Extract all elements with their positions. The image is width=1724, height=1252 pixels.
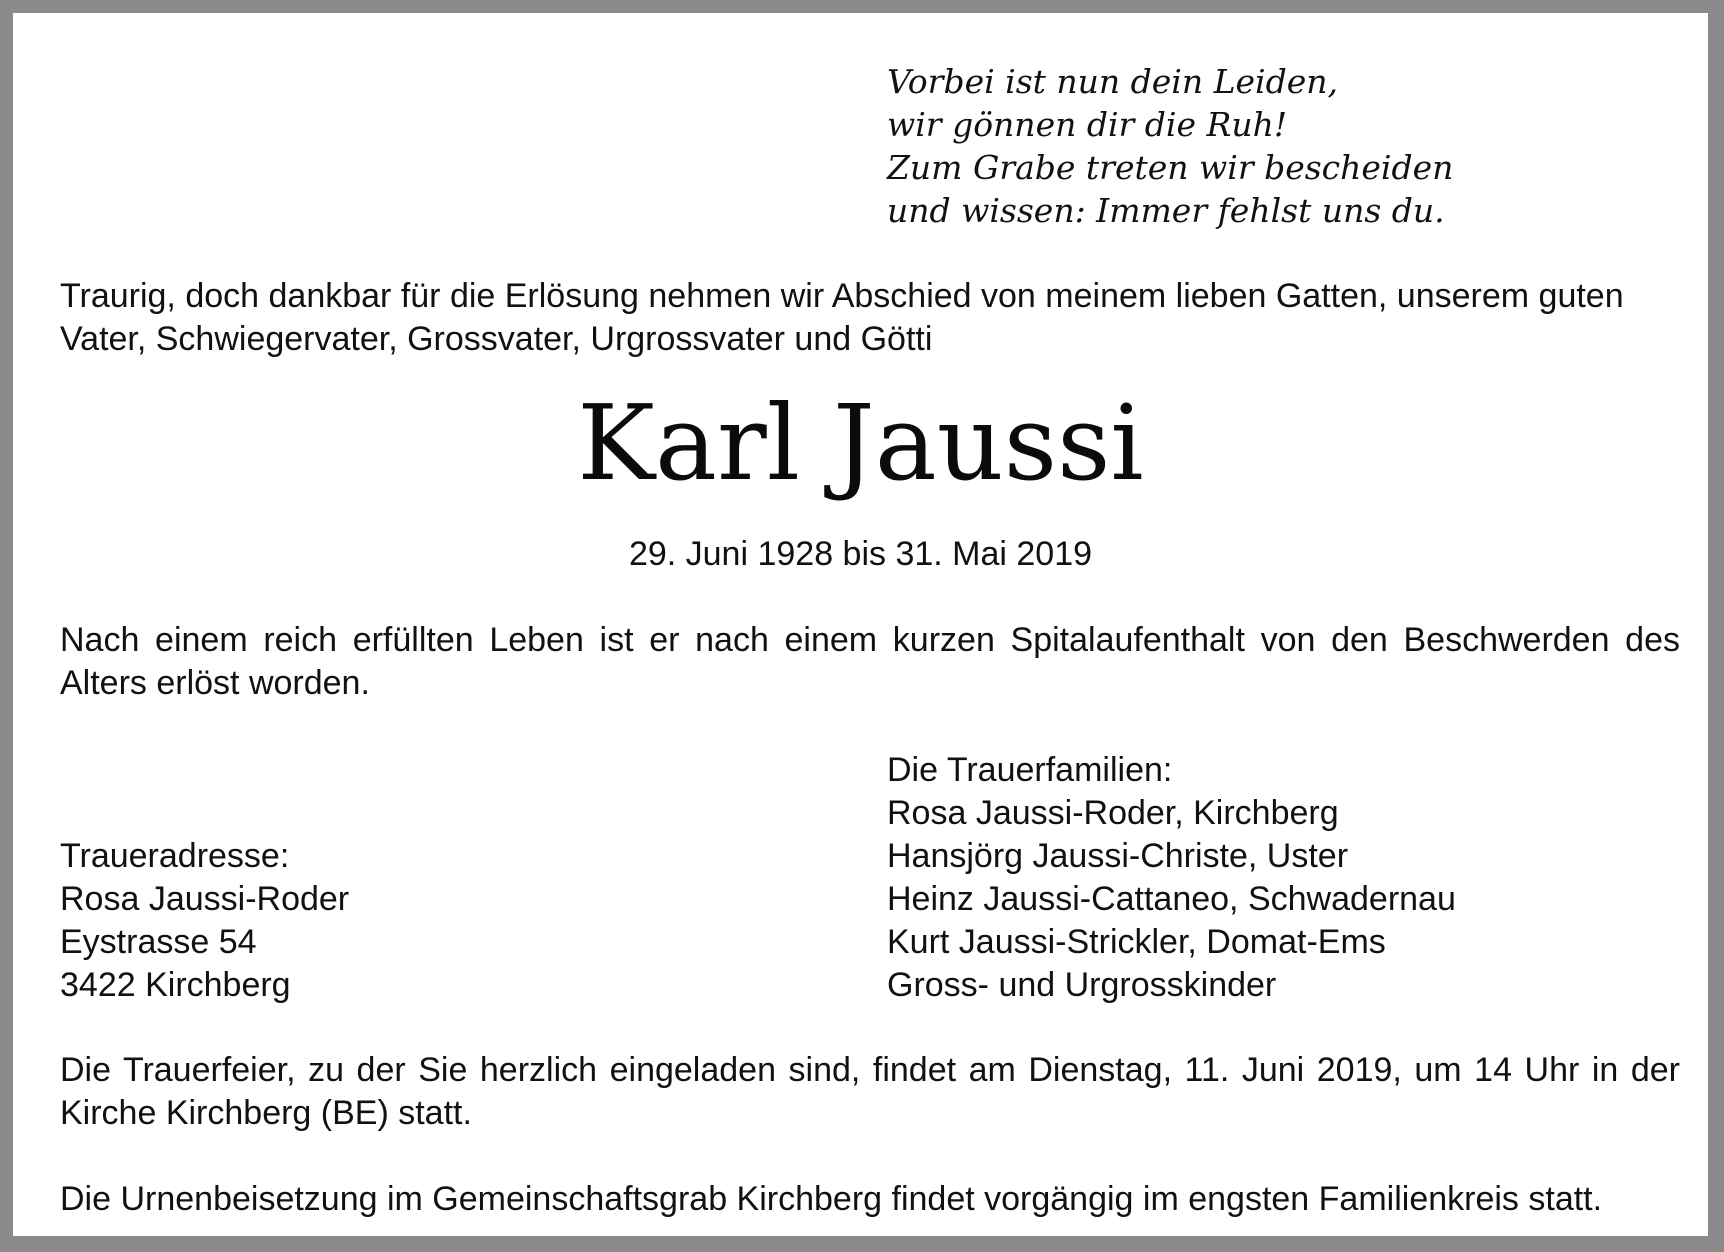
life-text: Nach einem reich erfüllten Leben ist er nach einem kurzen Spitalaufenthalt von den Beschwerden des Alters erlöst worden. [60, 621, 1680, 702]
obituary-notice [13, 13, 1708, 1236]
address-line: Rosa Jaussi-Roder [60, 880, 350, 918]
address-line: Eystrasse 54 [60, 923, 257, 961]
intro-text: Traurig, doch dankbar für die Erlösung nehmen wir Abschied von meinem lieben Gatten, unserem guten Vater, Schwiegervater, Grossvater, Urgrossvater und Götti [60, 277, 1624, 358]
family-line: Kurt Jaussi-Strickler, Domat-Ems [887, 923, 1386, 961]
life-dates: 29. Juni 1928 bis 31. Mai 2019 [628, 535, 1093, 573]
address-label: Traueradresse: [60, 837, 290, 875]
poem-line: Vorbei ist nun dein Leiden, [887, 62, 1338, 101]
family-line: Hansjörg Jaussi-Christe, Uster [887, 837, 1349, 875]
mourning-families [887, 749, 1456, 1007]
address-line: 3422 Kirchberg [60, 966, 291, 1004]
family-line: Rosa Jaussi-Roder, Kirchberg [887, 794, 1339, 832]
families-label: Die Trauerfamilien: [887, 751, 1173, 789]
ceremony-text: Die Trauerfeier, zu der Sie herzlich eingeladen sind, findet am Dienstag, 11. Juni 2019, um 14 Uhr in der Kirche Kirchberg (BE) statt. [60, 1051, 1680, 1132]
poem-line: wir gönnen dir die Ruh! [887, 105, 1288, 144]
family-line: Gross- und Urgrosskinder [887, 966, 1277, 1004]
urn-burial-text: Die Urnenbeisetzung im Gemeinschaftsgrab Kirchberg findet vorgängig im engsten Familienkreis statt. [60, 1180, 1603, 1218]
family-line: Heinz Jaussi-Cattaneo, Schwadernau [887, 880, 1456, 918]
poem-line: Zum Grabe treten wir bescheiden [887, 148, 1454, 187]
poem [887, 60, 1453, 232]
mourning-address [60, 835, 349, 1007]
deceased-name: Karl Jaussi [577, 382, 1144, 504]
poem-line: und wissen: Immer fehlst uns du. [887, 191, 1445, 230]
